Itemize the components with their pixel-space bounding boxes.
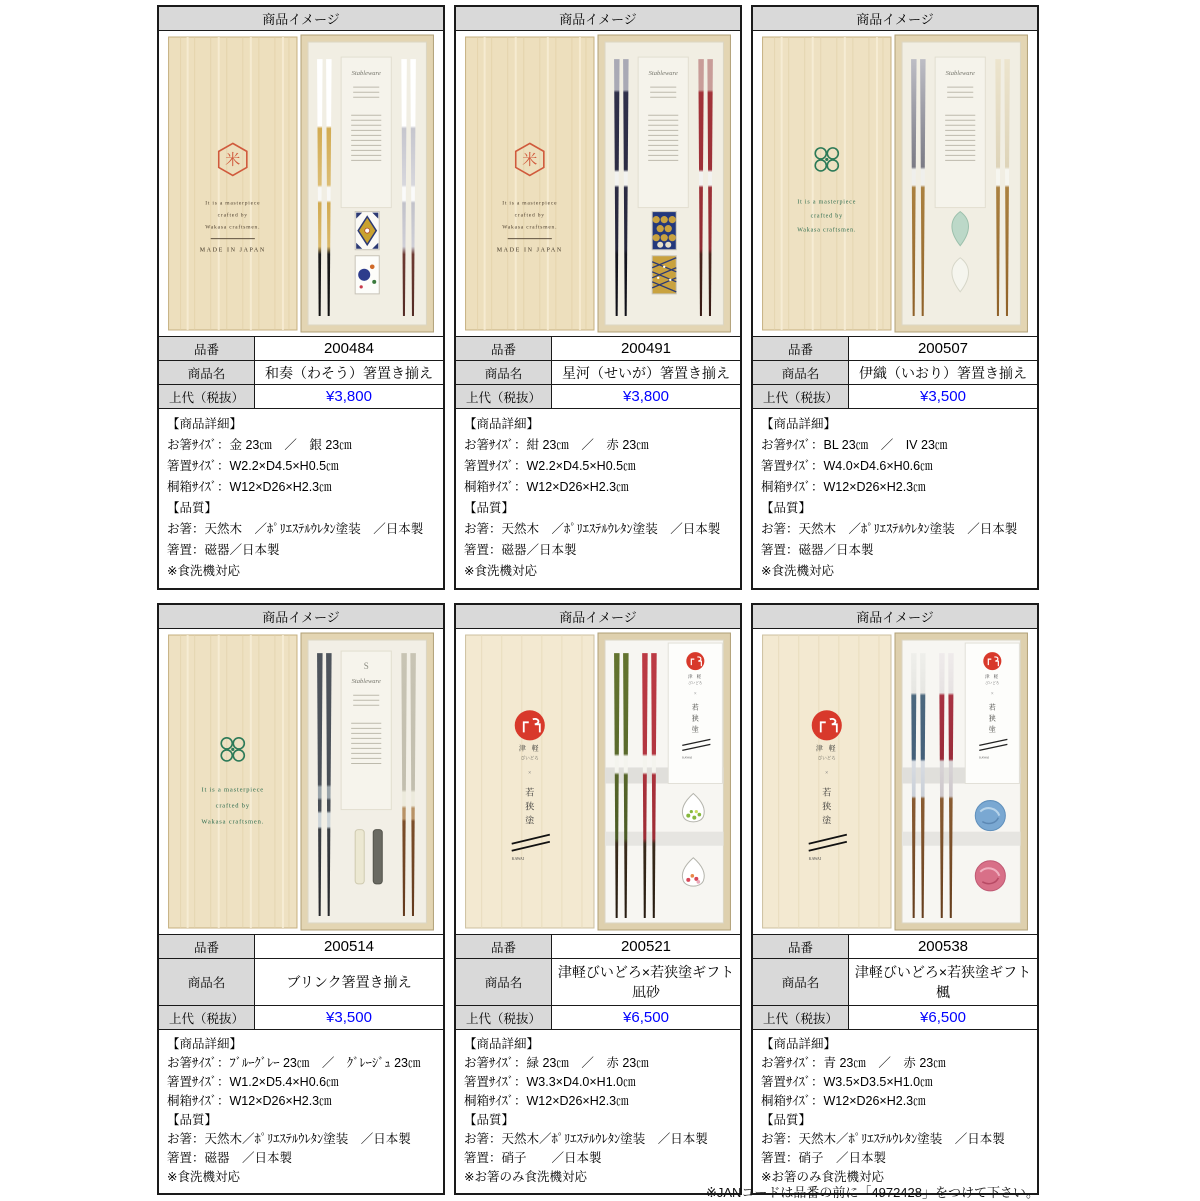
detail-line: 桐箱ｻｲｽﾞ：W12×D26×H2.3㎝ — [464, 480, 629, 494]
detail-line: 箸置：硝子 ／日本製 — [761, 1151, 887, 1165]
detail-line: 【品質】 — [464, 1113, 515, 1127]
part-number-row: 品番 200491 — [456, 337, 740, 361]
svg-text:若: 若 — [691, 703, 699, 712]
price-row: 上代（税抜） ¥3,500 — [159, 1006, 443, 1030]
detail-line: 桐箱ｻｲｽﾞ：W12×D26×H2.3㎝ — [167, 1094, 332, 1108]
svg-text:狭: 狭 — [525, 801, 535, 812]
glass-rest-blue — [975, 801, 1005, 831]
jan-code-note: ※JANコードは品番の前に「4972428」をつけて下さい。 — [705, 1185, 1039, 1200]
detail-line: お箸：天然木／ﾎﾟﾘｴｽﾃﾙｳﾚﾀﾝ塗装 ／日本製 — [464, 1132, 708, 1146]
svg-text:Stableware: Stableware — [351, 678, 381, 686]
price-row: 上代（税抜） ¥6,500 — [456, 1006, 740, 1030]
detail-line: 箸置ｻｲｽﾞ：W4.0×D4.6×H0.6㎝ — [761, 459, 933, 473]
svg-text:Wakasa craftsmen.: Wakasa craftsmen. — [205, 224, 261, 231]
svg-text:It is a masterpiece: It is a masterpiece — [205, 200, 261, 207]
detail-line: 箸置ｻｲｽﾞ：W3.5×D3.5×H1.0㎝ — [761, 1075, 933, 1089]
svg-text:Stableware: Stableware — [945, 70, 975, 78]
detail-line: お箸：天然木／ﾎﾟﾘｴｽﾃﾙｳﾚﾀﾝ塗装 ／日本製 — [761, 1132, 1005, 1146]
product-name-row: 商品名 伊織（いおり）箸置き揃え — [753, 361, 1037, 385]
svg-text:津 軽: 津 軽 — [518, 744, 541, 753]
part-number-value: 200484 — [323, 339, 375, 357]
product-name-row: 商品名 星河（せいが）箸置き揃え — [456, 361, 740, 385]
detail-line: 箸置ｻｲｽﾞ：W3.3×D4.0×H1.0㎝ — [464, 1075, 636, 1089]
product-details — [159, 409, 443, 588]
product-name-row: 商品名 ブリンク箸置き揃え — [159, 959, 443, 1006]
product-image-header: 商品イメージ — [456, 7, 740, 31]
price-value: ¥3,500 — [920, 387, 966, 405]
svg-text:塗: 塗 — [691, 725, 699, 734]
product-image-header: 商品イメージ — [456, 605, 740, 629]
detail-line: お箸ｻｲｽﾞ：青 23㎝ ／ 赤 23㎝ — [761, 1056, 946, 1070]
detail-line: 桐箱ｻｲｽﾞ：W12×D26×H2.3㎝ — [761, 480, 926, 494]
svg-text:It is a masterpiece: It is a masterpiece — [502, 200, 558, 207]
detail-line: 箸置：磁器／日本製 — [464, 543, 577, 557]
product-image-header: 商品イメージ — [753, 7, 1037, 31]
svg-text:塗: 塗 — [525, 815, 535, 826]
chopstick-rest-stick-gray — [373, 830, 382, 884]
svg-text:×: × — [825, 770, 829, 777]
svg-text:crafted by: crafted by — [215, 802, 250, 810]
detail-line: 【商品詳細】 — [464, 417, 540, 431]
product-details — [456, 409, 740, 588]
svg-text:若: 若 — [822, 787, 832, 798]
svg-text:S: S — [363, 661, 369, 672]
svg-text:びいどろ: びいどろ — [520, 755, 539, 761]
svg-text:津 軽: 津 軽 — [688, 674, 703, 680]
svg-text:Wakasa craftsmen.: Wakasa craftsmen. — [797, 227, 857, 234]
detail-line: ※食洗機対応 — [761, 564, 834, 578]
svg-text:MADE IN JAPAN: MADE IN JAPAN — [199, 247, 266, 254]
svg-text:Wakasa craftsmen.: Wakasa craftsmen. — [201, 818, 265, 826]
detail-line: お箸ｻｲｽﾞ：紺 23㎝ ／ 赤 23㎝ — [464, 438, 649, 452]
detail-line: 【商品詳細】 — [464, 1037, 540, 1051]
detail-line: 桐箱ｻｲｽﾞ：W12×D26×H2.3㎝ — [761, 1094, 926, 1108]
svg-text:Stableware: Stableware — [351, 70, 381, 78]
svg-text:びいどろ: びいどろ — [817, 755, 836, 761]
product-photo — [456, 31, 740, 337]
detail-line: ※食洗機対応 — [464, 564, 537, 578]
detail-line: 箸置：硝子 ／日本製 — [464, 1151, 602, 1165]
svg-text:Stableware: Stableware — [648, 70, 678, 78]
detail-line: ※お箸のみ食洗機対応 — [464, 1170, 587, 1184]
product-grid — [157, 5, 1039, 1195]
detail-line: お箸ｻｲｽﾞ：BL 23㎝ ／ IV 23㎝ — [761, 438, 948, 452]
product-name-row: 商品名 津軽びいどろ×若狭塗ギフト 楓 — [753, 959, 1037, 1006]
part-number-value: 200491 — [620, 339, 672, 357]
detail-line: 【商品詳細】 — [167, 417, 243, 431]
part-number-value: 200514 — [323, 937, 375, 955]
part-number-value: 200521 — [620, 937, 672, 955]
part-number-row: 品番 200538 — [753, 935, 1037, 959]
svg-text:塗: 塗 — [988, 725, 996, 734]
chopstick-giftbox-illustration — [457, 631, 739, 932]
detail-line: 桐箱ｻｲｽﾞ：W12×D26×H2.3㎝ — [167, 480, 332, 494]
price-row: 上代（税抜） ¥3,800 — [456, 385, 740, 409]
detail-line: お箸：天然木 ／ﾎﾟﾘｴｽﾃﾙｳﾚﾀﾝ塗装 ／日本製 — [464, 522, 721, 536]
detail-line: 箸置：磁器 ／日本製 — [167, 1151, 293, 1165]
svg-text:×: × — [693, 692, 697, 698]
svg-text:狭: 狭 — [988, 714, 996, 723]
part-number-row: 品番 200521 — [456, 935, 740, 959]
price-value: ¥3,800 — [326, 387, 372, 405]
part-number-row: 品番 200484 — [159, 337, 443, 361]
svg-text:塗: 塗 — [822, 815, 832, 826]
part-number-row: 品番 200514 — [159, 935, 443, 959]
detail-line: 【品質】 — [761, 1113, 812, 1127]
detail-line: 箸置：磁器／日本製 — [761, 543, 874, 557]
detail-line: 【品質】 — [167, 1113, 218, 1127]
detail-line: お箸：天然木 ／ﾎﾟﾘｴｽﾃﾙｳﾚﾀﾝ塗装 ／日本製 — [761, 522, 1018, 536]
chopstick-rest-lattice — [652, 256, 676, 294]
svg-text:びいどろ: びいどろ — [688, 681, 703, 686]
detail-line: 【商品詳細】 — [761, 1037, 837, 1051]
product-name-value: ブリンク箸置き揃え — [286, 974, 412, 990]
part-number-value: 200538 — [917, 937, 969, 955]
product-photo — [753, 629, 1037, 935]
chopstick-giftbox-illustration — [160, 631, 442, 932]
product-image-header: 商品イメージ — [159, 605, 443, 629]
svg-text:津 軽: 津 軽 — [815, 744, 838, 753]
price-value: ¥6,500 — [623, 1008, 669, 1026]
svg-text:KAWAI: KAWAI — [808, 856, 822, 861]
svg-text:It is a masterpiece: It is a masterpiece — [797, 199, 857, 206]
svg-text:×: × — [528, 770, 532, 777]
product-photo — [456, 629, 740, 935]
price-value: ¥3,500 — [326, 1008, 372, 1026]
product-name-value: 津軽びいどろ×若狭塗ギフト 凪砂 — [557, 964, 735, 1000]
svg-text:びいどろ: びいどろ — [985, 681, 1000, 686]
product-name-value: 津軽びいどろ×若狭塗ギフト 楓 — [854, 964, 1032, 1000]
product-name-value: 星河（せいが）箸置き揃え — [562, 364, 730, 381]
detail-line: 【商品詳細】 — [167, 1037, 243, 1051]
svg-text:MADE IN JAPAN: MADE IN JAPAN — [496, 247, 563, 254]
svg-text:KAWAI: KAWAI — [979, 755, 990, 760]
product-details — [753, 1030, 1037, 1193]
svg-text:crafted by: crafted by — [514, 212, 545, 219]
detail-line: ※食洗機対応 — [167, 564, 240, 578]
detail-line: お箸：天然木 ／ﾎﾟﾘｴｽﾃﾙｳﾚﾀﾝ塗装 ／日本製 — [167, 522, 424, 536]
chopstick-giftbox-illustration — [457, 33, 739, 334]
svg-text:crafted by: crafted by — [810, 213, 843, 220]
product-image-header: 商品イメージ — [159, 7, 443, 31]
chopstick-giftbox-illustration — [754, 631, 1036, 932]
detail-line: お箸ｻｲｽﾞ：金 23㎝ ／ 銀 23㎝ — [167, 438, 352, 452]
product-card-200521 — [454, 603, 742, 1195]
product-card-200514 — [157, 603, 445, 1195]
detail-line: 箸置：磁器／日本製 — [167, 543, 280, 557]
detail-line: お箸ｻｲｽﾞ：緑 23㎝ ／ 赤 23㎝ — [464, 1056, 649, 1070]
price-row: 上代（税抜） ¥3,500 — [753, 385, 1037, 409]
detail-line: 桐箱ｻｲｽﾞ：W12×D26×H2.3㎝ — [464, 1094, 629, 1108]
product-card-200491 — [454, 5, 742, 590]
product-card-200484 — [157, 5, 445, 590]
product-details — [456, 1030, 740, 1193]
detail-line: お箸ｻｲｽﾞ：ﾌﾞﾙｰｸﾞﾚｰ 23㎝ ／ ｸﾞﾚｰｼﾞｭ 23㎝ — [167, 1056, 421, 1070]
product-card-200538 — [751, 603, 1039, 1195]
svg-text:狭: 狭 — [691, 714, 699, 723]
product-photo — [753, 31, 1037, 337]
price-value: ¥3,800 — [623, 387, 669, 405]
detail-line: 箸置ｻｲｽﾞ：W2.2×D4.5×H0.5㎝ — [167, 459, 339, 473]
price-value: ¥6,500 — [920, 1008, 966, 1026]
svg-text:若: 若 — [525, 787, 535, 798]
detail-line: 【商品詳細】 — [761, 417, 837, 431]
detail-line: 【品質】 — [464, 501, 515, 515]
product-name-row: 商品名 和奏（わそう）箸置き揃え — [159, 361, 443, 385]
price-row: 上代（税抜） ¥6,500 — [753, 1006, 1037, 1030]
product-name-value: 和奏（わそう）箸置き揃え — [265, 364, 433, 381]
chopstick-rest-stick-cream — [355, 830, 364, 884]
wakasa-crest-char: 米 — [522, 152, 538, 169]
chopstick-giftbox-illustration — [754, 33, 1036, 334]
detail-line: ※お箸のみ食洗機対応 — [761, 1170, 884, 1184]
svg-text:KAWAI: KAWAI — [682, 755, 693, 760]
detail-line: 【品質】 — [167, 501, 218, 515]
product-image-header: 商品イメージ — [753, 605, 1037, 629]
detail-line: お箸：天然木／ﾎﾟﾘｴｽﾃﾙｳﾚﾀﾝ塗装 ／日本製 — [167, 1132, 411, 1146]
svg-text:crafted by: crafted by — [217, 212, 248, 219]
wakasa-crest-char: 米 — [225, 152, 241, 169]
svg-text:Wakasa craftsmen.: Wakasa craftsmen. — [502, 224, 558, 231]
detail-line: 【品質】 — [761, 501, 812, 515]
product-card-200507 — [751, 5, 1039, 590]
product-photo — [159, 629, 443, 935]
chopstick-giftbox-illustration — [160, 33, 442, 334]
part-number-value: 200507 — [917, 339, 969, 357]
detail-line: 箸置ｻｲｽﾞ：W1.2×D5.4×H0.6㎝ — [167, 1075, 339, 1089]
price-row: 上代（税抜） ¥3,800 — [159, 385, 443, 409]
product-details — [753, 409, 1037, 588]
svg-text:狭: 狭 — [822, 801, 832, 812]
glass-rest-pink — [975, 861, 1005, 891]
svg-text:若: 若 — [988, 703, 996, 712]
product-photo — [159, 31, 443, 337]
svg-text:津 軽: 津 軽 — [985, 674, 1000, 680]
detail-line: 箸置ｻｲｽﾞ：W2.2×D4.5×H0.5㎝ — [464, 459, 636, 473]
product-details — [159, 1030, 443, 1193]
svg-text:KAWAI: KAWAI — [511, 856, 525, 861]
product-name-value: 伊織（いおり）箸置き揃え — [859, 364, 1027, 381]
detail-line: ※食洗機対応 — [167, 1170, 240, 1184]
svg-text:It is a masterpiece: It is a masterpiece — [201, 786, 265, 794]
svg-text:×: × — [990, 692, 994, 698]
part-number-row: 品番 200507 — [753, 337, 1037, 361]
product-name-row: 商品名 津軽びいどろ×若狭塗ギフト 凪砂 — [456, 959, 740, 1006]
